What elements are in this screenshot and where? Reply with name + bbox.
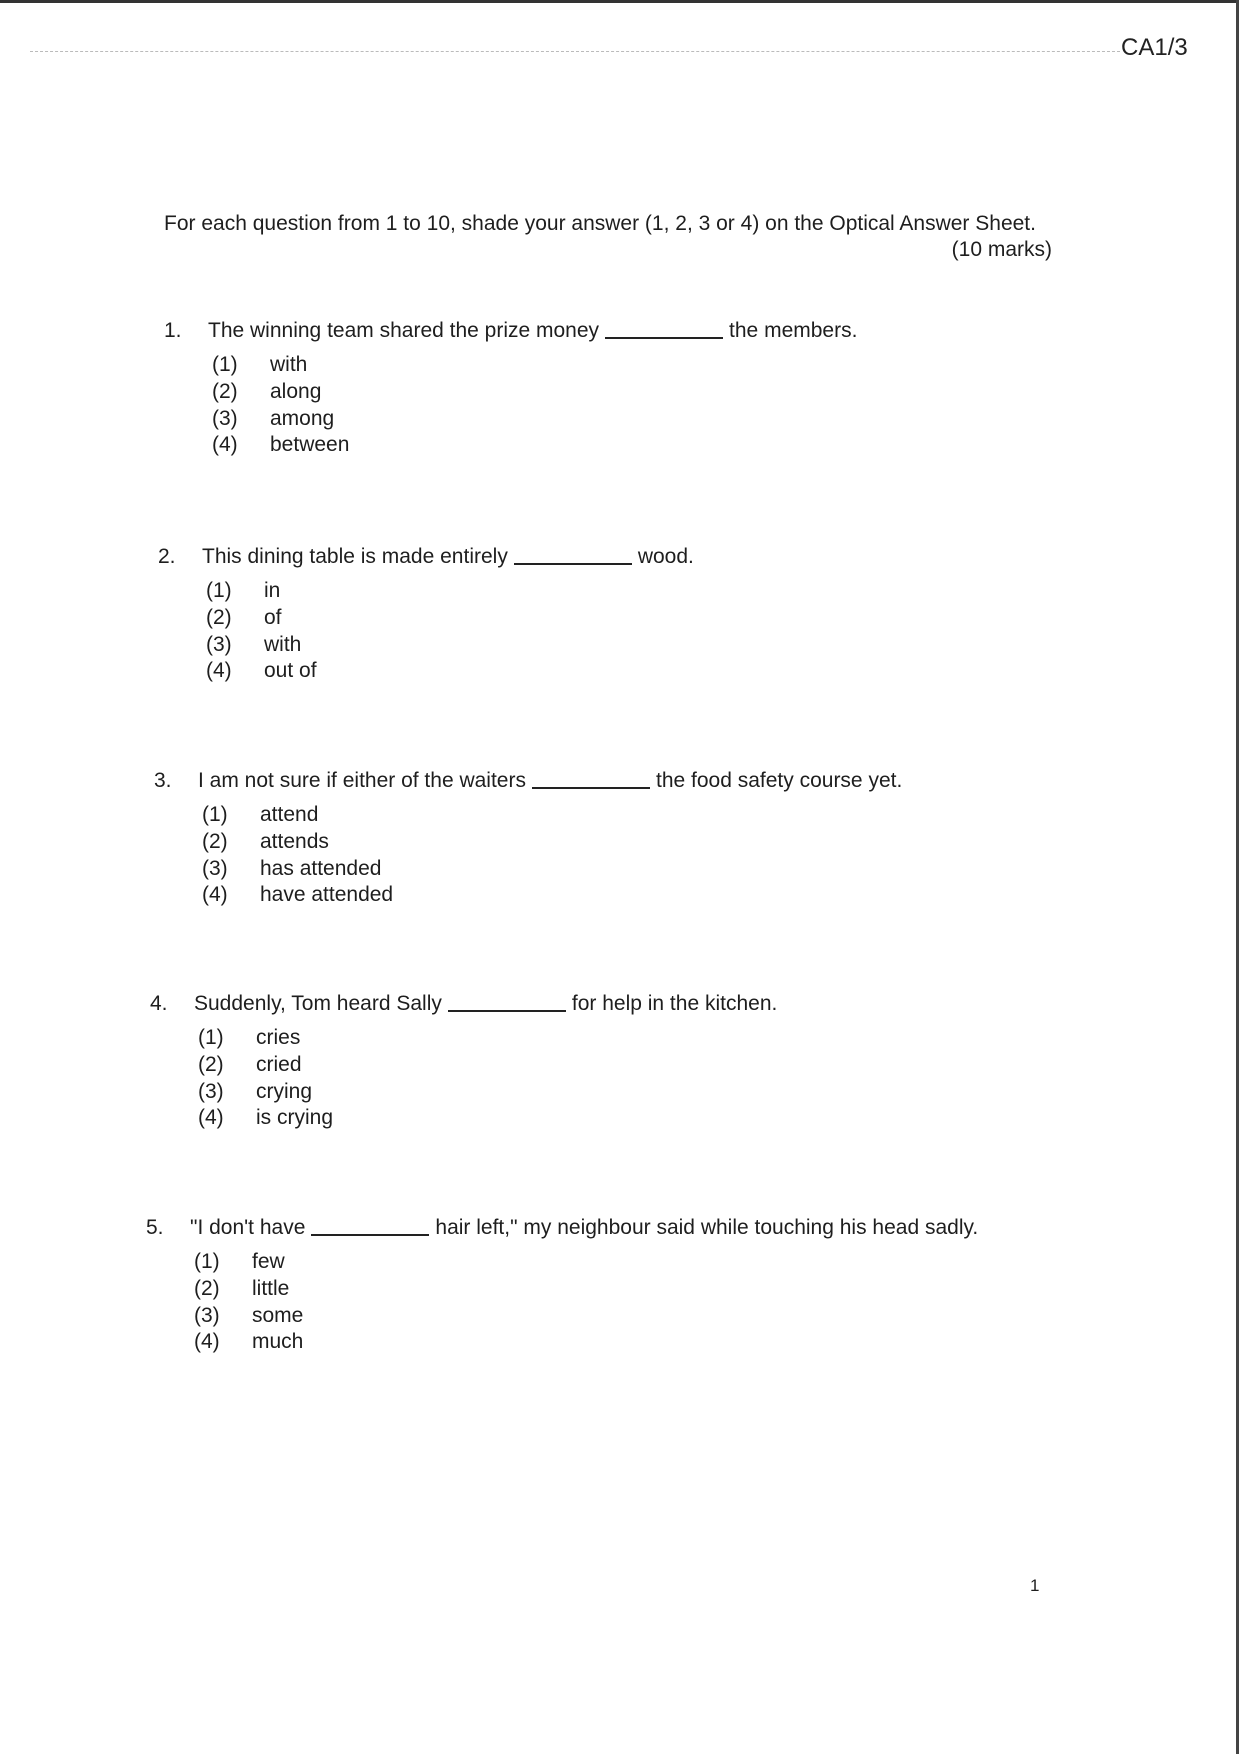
option-text: cried xyxy=(256,1052,302,1076)
instructions xyxy=(164,211,1052,261)
options-list xyxy=(202,802,1054,909)
question-number: 2. xyxy=(158,545,176,568)
scan-edge-top xyxy=(0,0,1239,3)
question-text xyxy=(208,318,1064,344)
question-text xyxy=(202,544,1058,570)
question-2 xyxy=(158,544,1058,685)
option-text: have attended xyxy=(260,883,394,907)
question-number: 3. xyxy=(154,769,172,792)
question-text-after: hair left," my neighbour said while touching his head sadly. xyxy=(435,1216,979,1239)
option-item xyxy=(202,802,1054,829)
option-number: (1) xyxy=(194,1250,220,1273)
option-text: crying xyxy=(256,1079,313,1103)
question-4 xyxy=(150,991,1050,1132)
paper-code: CA1/3 xyxy=(1121,34,1188,61)
option-item xyxy=(202,829,1054,856)
option-number: (3) xyxy=(202,856,228,880)
question-text-after: wood. xyxy=(637,545,694,568)
options-list xyxy=(212,352,1064,459)
question-text xyxy=(194,991,1050,1017)
instructions-text: For each question from 1 to 10, shade your answer (1, 2, 3 or 4) on the Optical Answer Sheet. xyxy=(164,212,1036,235)
option-text: cries xyxy=(256,1026,301,1049)
option-item xyxy=(198,1025,1050,1052)
option-number: (1) xyxy=(206,579,232,602)
question-5 xyxy=(146,1215,1046,1356)
answer-blank xyxy=(448,992,566,1012)
option-number: (4) xyxy=(194,1330,220,1354)
question-number: 4. xyxy=(150,992,168,1015)
option-item xyxy=(212,379,1064,406)
options-list xyxy=(198,1025,1050,1132)
option-text: with xyxy=(264,632,302,656)
option-number: (1) xyxy=(212,353,238,376)
question-1 xyxy=(164,318,1064,459)
option-number: (4) xyxy=(198,1106,224,1130)
option-text: has attended xyxy=(260,856,382,880)
option-item xyxy=(198,1079,1050,1106)
question-number: 1. xyxy=(164,319,182,342)
option-number: (2) xyxy=(198,1052,224,1076)
option-number: (2) xyxy=(194,1276,220,1300)
answer-blank xyxy=(514,545,632,565)
option-text: some xyxy=(252,1303,304,1327)
question-text xyxy=(198,768,1054,794)
option-item xyxy=(194,1303,1046,1330)
question-number: 5. xyxy=(146,1216,164,1239)
options-list xyxy=(194,1249,1046,1356)
option-text: along xyxy=(270,379,322,403)
question-3 xyxy=(154,768,1054,909)
option-text: few xyxy=(252,1250,285,1273)
option-text: much xyxy=(252,1330,304,1354)
option-text: little xyxy=(252,1276,290,1300)
option-number: (2) xyxy=(212,379,238,403)
option-item xyxy=(206,578,1058,605)
options-list xyxy=(206,578,1058,685)
option-text: in xyxy=(264,579,281,602)
option-item xyxy=(212,432,1064,459)
question-text-after: the food safety course yet. xyxy=(655,769,903,792)
option-text: among xyxy=(270,406,335,430)
option-text: is crying xyxy=(256,1106,334,1130)
option-number: (3) xyxy=(206,632,232,656)
option-number: (1) xyxy=(198,1026,224,1049)
option-text: attends xyxy=(260,829,329,853)
option-item xyxy=(194,1249,1046,1276)
marks-label: (10 marks) xyxy=(951,238,1052,261)
option-item xyxy=(202,882,1054,909)
option-number: (4) xyxy=(212,433,238,457)
answer-blank xyxy=(605,319,723,339)
question-text xyxy=(190,1215,1046,1241)
option-text: with xyxy=(270,353,308,376)
answer-blank xyxy=(532,769,650,789)
option-item xyxy=(194,1276,1046,1303)
option-item xyxy=(198,1105,1050,1132)
option-number: (4) xyxy=(202,883,228,907)
option-item xyxy=(206,632,1058,659)
answer-blank xyxy=(311,1216,429,1236)
question-text-after: the members. xyxy=(729,319,858,342)
option-item xyxy=(198,1052,1050,1079)
option-number: (4) xyxy=(206,659,232,683)
option-item xyxy=(212,406,1064,433)
option-item xyxy=(206,658,1058,685)
option-text: attend xyxy=(260,803,319,826)
question-text-before: The winning team shared the prize money xyxy=(208,319,600,342)
option-item xyxy=(194,1329,1046,1356)
option-text: between xyxy=(270,433,350,457)
header-rule xyxy=(30,51,1120,52)
option-number: (3) xyxy=(198,1079,224,1103)
question-text-before: I am not sure if either of the waiters xyxy=(198,769,526,792)
question-text-before: "I don't have xyxy=(190,1216,306,1239)
option-item xyxy=(202,856,1054,883)
option-item xyxy=(212,352,1064,379)
question-text-before: Suddenly, Tom heard Sally xyxy=(194,992,442,1015)
option-text: of xyxy=(264,605,282,629)
option-number: (3) xyxy=(212,406,238,430)
page-number: 1 xyxy=(1030,1576,1040,1595)
question-text-after: for help in the kitchen. xyxy=(571,992,778,1015)
question-text-before: This dining table is made entirely xyxy=(202,545,508,568)
option-number: (1) xyxy=(202,803,228,826)
option-item xyxy=(206,605,1058,632)
option-number: (2) xyxy=(202,829,228,853)
option-text: out of xyxy=(264,659,317,683)
option-number: (2) xyxy=(206,605,232,629)
option-number: (3) xyxy=(194,1303,220,1327)
